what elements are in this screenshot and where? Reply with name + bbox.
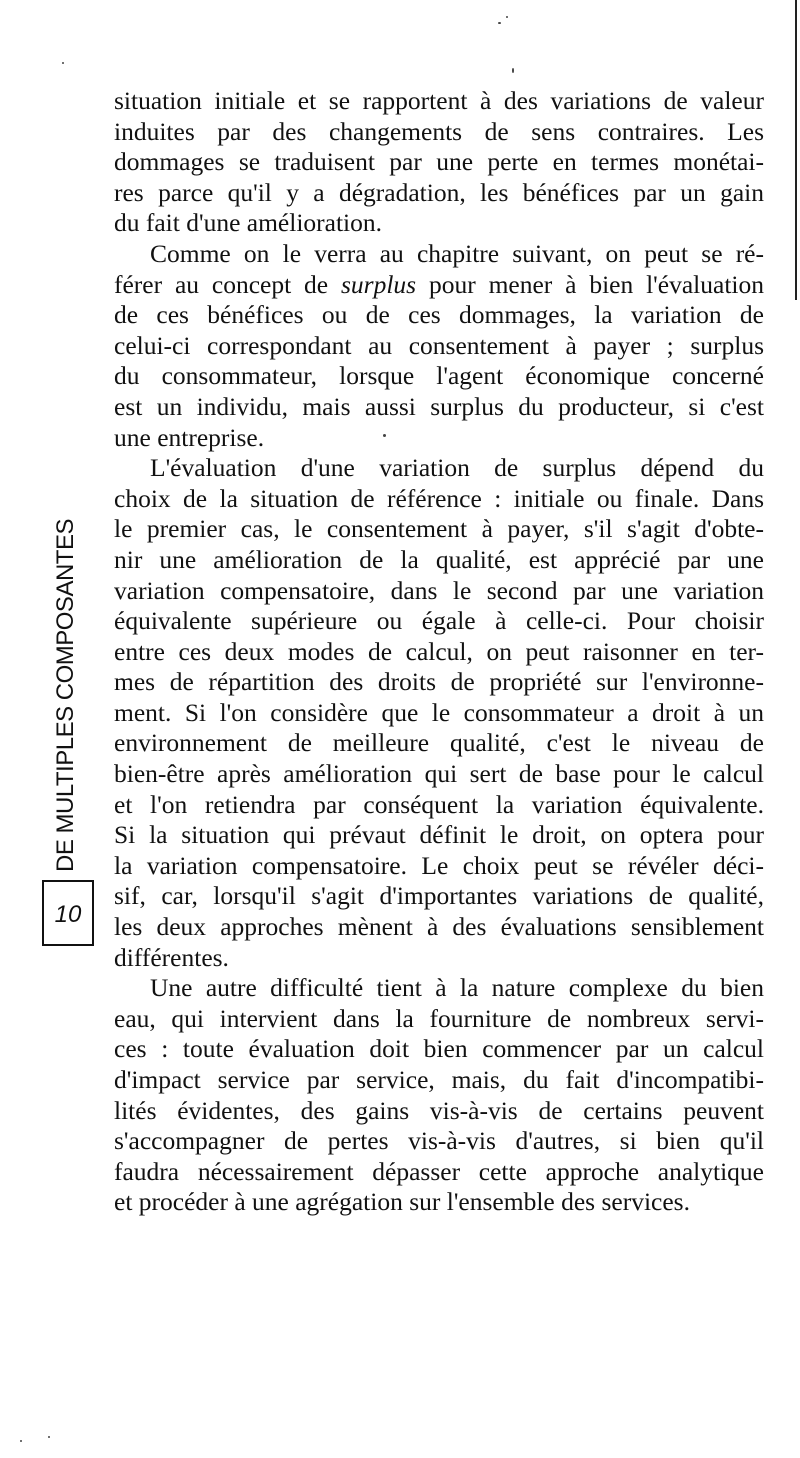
text-line: lités évidentes, des gains vis-à-vis de certains peuvent: [114, 1095, 764, 1125]
text-line: situation initiale et se rapportent à des variations de valeur: [114, 86, 764, 115]
scan-speck: [498, 22, 501, 24]
text-line: de ces bénéfices ou de ces dommages, la variation de: [114, 300, 764, 330]
text-line: Comme on le verra au chapitre suivant, on peut se ré-: [150, 238, 764, 268]
text-line: environnement de meilleure qualité, c'est le niveau de: [114, 728, 764, 758]
text-line: et procéder à une agrégation sur l'ensemble des services.: [114, 1187, 690, 1217]
text-line: du fait d'une amélioration.: [114, 208, 383, 238]
scan-edge-rule: [795, 0, 797, 300]
text-line: celui-ci correspondant au consentement à payer ; surplus: [114, 330, 764, 360]
text-line: faudra nécessairement dépasser cette approche analytique: [114, 1156, 764, 1186]
text-line: d'impact service par service, mais, du fait d'incompatibi-: [114, 1065, 764, 1094]
text-line: est un individu, mais aussi surplus du producteur, si c'est: [114, 391, 764, 421]
text-line: res parce qu'il y a dégradation, les bénéfices par un gain: [114, 177, 764, 207]
running-title: DE MULTIPLES COMPOSANTES: [52, 519, 79, 872]
text-line: et l'on retiendra par conséquent la variation équivalente.: [114, 789, 764, 819]
text-line: Si la situation qui prévaut définit le droit, on optera pour: [114, 820, 764, 850]
scan-speck: [48, 1436, 50, 1438]
scan-speck: [512, 68, 514, 73]
scan-speck: [20, 1440, 22, 1442]
text-line: eau, qui intervient dans la fourniture de nombreux servi-: [114, 1003, 764, 1033]
text-line: choix de la situation de référence : initiale ou finale. Dans: [114, 483, 764, 513]
text-line: induites par des changements de sens contraires. Les: [114, 116, 764, 146]
text-line: différentes.: [114, 942, 229, 972]
text-line: bien-être après amélioration qui sert de base pour le calcul: [114, 759, 764, 789]
paragraph-1: [114, 86, 764, 239]
paragraph-3: [114, 453, 764, 973]
text-line: mes de répartition des droits de propriété sur l'environne-: [114, 667, 764, 697]
paragraph-4: [114, 973, 764, 1218]
body-text: [114, 86, 764, 1218]
text-line: ment. Si l'on considère que le consommateur a droit à un: [114, 697, 764, 727]
text-line: L'évaluation d'une variation de surplus dépend du: [150, 453, 764, 483]
text-line: [114, 270, 764, 301]
text-line: la variation compensatoire. Le choix peut se révéler déci-: [114, 850, 764, 880]
text-run: pour mener à bien l'évaluation: [416, 269, 764, 299]
text-line: les deux approches mènent à des évaluations sensiblement: [114, 912, 764, 942]
text-line: du consommateur, lorsque l'agent économique concerné: [114, 361, 764, 391]
text-line: une entreprise.: [114, 422, 265, 452]
text-line: sif, car, lorsqu'il s'agit d'importantes variations de qualité,: [114, 881, 764, 911]
scan-speck: [383, 434, 386, 437]
paragraph-2: [114, 239, 764, 453]
page-number: 10: [54, 901, 82, 928]
text-line: variation compensatoire, dans le second par une variation: [114, 575, 764, 605]
text-line: équivalente supérieure ou égale à celle-ci. Pour choisir: [114, 606, 764, 636]
emphasized-term: surplus: [341, 269, 417, 299]
text-line: entre ces deux modes de calcul, on peut raisonner en ter-: [114, 636, 764, 666]
text-line: Une autre difficulté tient à la nature complexe du bien: [150, 973, 764, 1003]
text-line: ces : toute évaluation doit bien commencer par un calcul: [114, 1034, 764, 1064]
text-run: férer au concept de: [114, 269, 341, 299]
scan-speck: [62, 62, 64, 64]
text-line: le premier cas, le consentement à payer, s'il s'agit d'obte-: [114, 514, 764, 544]
text-line: dommages se traduisent par une perte en termes monétai-: [114, 147, 764, 177]
text-line: s'accompagner de pertes vis-à-vis d'autres, si bien qu'il: [114, 1126, 764, 1156]
scan-speck: [506, 16, 508, 18]
text-line: nir une amélioration de la qualité, est apprécié par une: [114, 544, 764, 574]
